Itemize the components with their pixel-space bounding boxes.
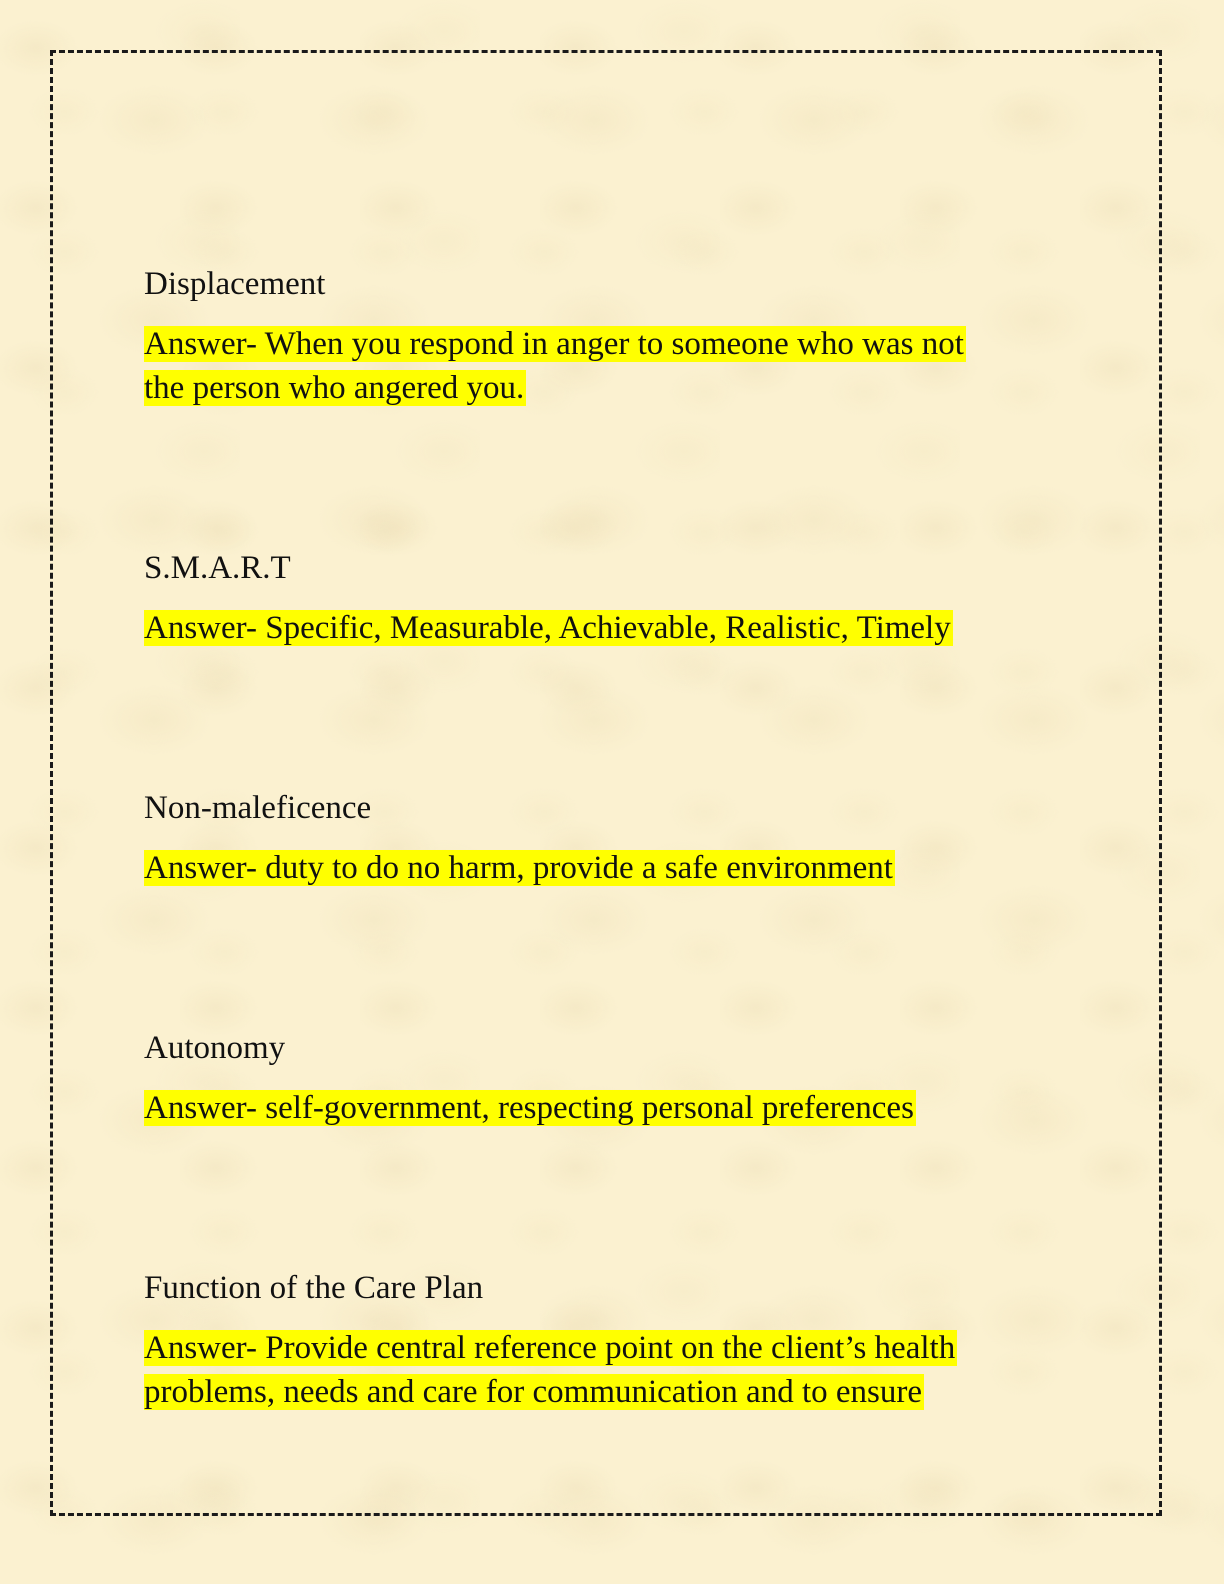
answer-line: Answer- Provide central reference point on the client’s health [144, 1330, 956, 1366]
answer-function-of-care-plan [144, 1326, 1044, 1414]
term-smart: S.M.A.R.T [144, 550, 291, 586]
term-autonomy: Autonomy [144, 1030, 286, 1066]
answer-non-maleficence [144, 846, 1044, 890]
answer-line: Answer- self-government, respecting personal preferences [144, 1090, 914, 1126]
answer-autonomy [144, 1086, 1044, 1130]
answer-line: problems, needs and care for communication and to ensure [144, 1374, 922, 1410]
term-function-of-care-plan: Function of the Care Plan [144, 1270, 484, 1306]
answer-smart [144, 606, 1044, 650]
answer-line: Answer- duty to do no harm, provide a safe environment [144, 850, 893, 886]
term-displacement: Displacement [144, 266, 326, 302]
answer-line: Answer- Specific, Measurable, Achievable, Realistic, Timely [144, 610, 951, 646]
answer-line: Answer- When you respond in anger to someone who was not [144, 326, 964, 362]
answer-displacement [144, 322, 1044, 410]
answer-line: the person who angered you. [144, 370, 525, 406]
term-non-maleficence: Non-maleficence [144, 790, 372, 826]
